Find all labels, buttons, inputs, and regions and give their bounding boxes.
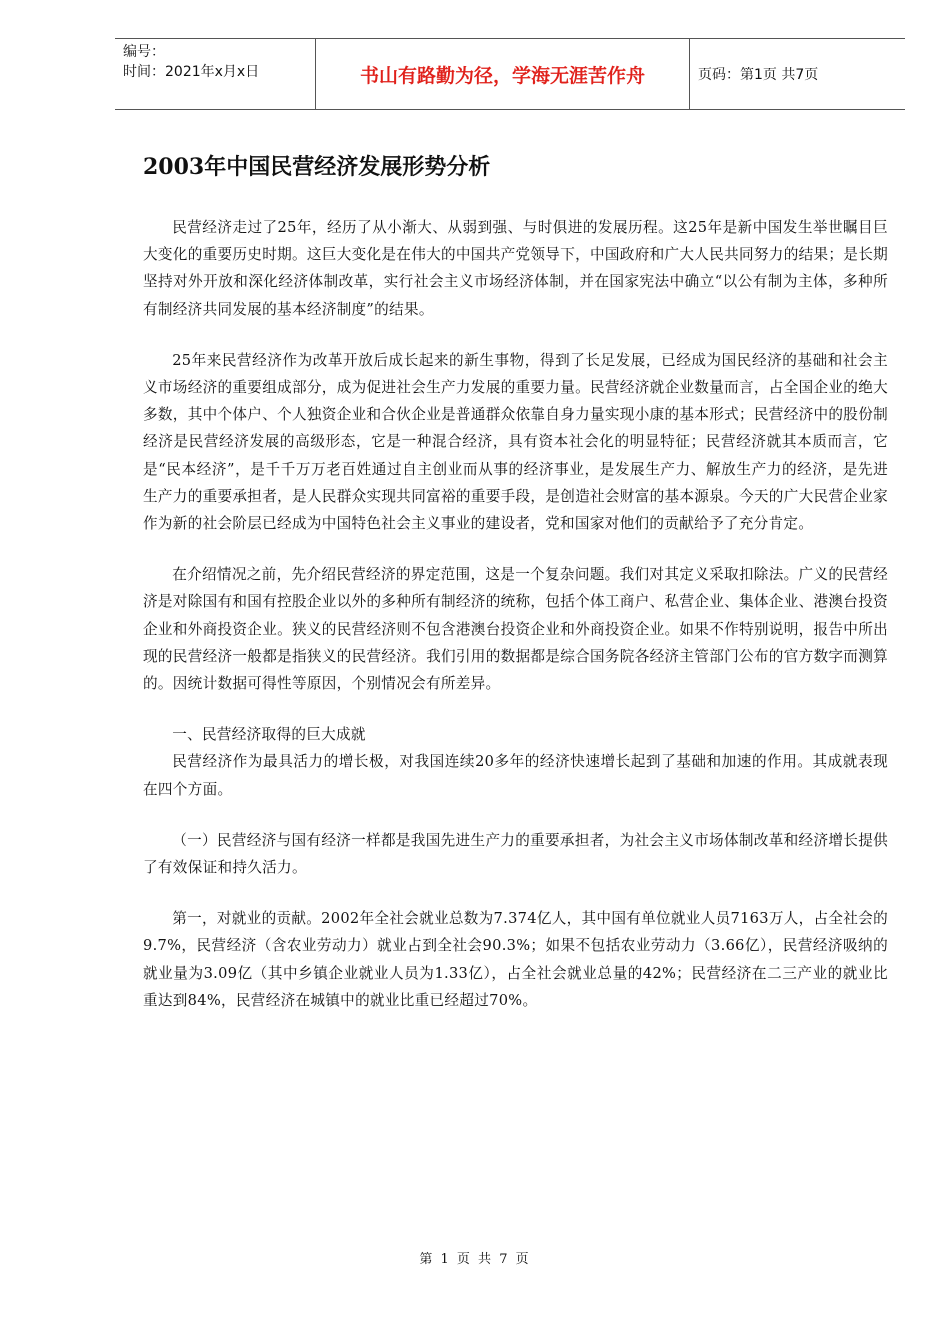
document-body — [143, 214, 888, 1014]
header-meta — [115, 39, 316, 109]
header-motto: 书山有路勤为径，学海无涯苦作舟 — [316, 39, 690, 109]
point-employment: 第一，对就业的贡献。2002年全社会就业总数为7.374亿人，其中国有单位就业人员7163万人，占全社会的9.7%，民营经济（含农业劳动力）就业占到全社会90.3%；如果不包括农业劳动力（3.66亿），民营经济吸纳的就业量为3.09亿（其中乡镇企业就业人员为1.33亿），占全社会就业总量的42%；民营经济在二三产业的就业比重达到84%，民营经济在城镇中的就业比重已经超过70%。 — [143, 910, 888, 1009]
date-label: 时间：2021年x月x日 — [123, 64, 260, 80]
subsection-heading: （一）民营经济与国有经济一样都是我国先进生产力的重要承担者，为社会主义市场体制改革和经济增长提供了有效保证和持久活力。 — [143, 831, 888, 877]
section-heading: 一、民营经济取得的巨大成就 — [172, 726, 366, 744]
document-title: 2003年中国民营经济发展形势分析 — [143, 154, 491, 180]
page-info-label: 页码：第1页 共7页 — [698, 67, 819, 83]
section-intro: 民营经济作为最具活力的增长极，对我国连续20多年的经济快速增长起到了基础和加速的作用。其成就表现在四个方面。 — [143, 753, 888, 798]
paragraph-definition: 在介绍情况之前，先介绍民营经济的界定范围，这是一个复杂问题。我们对其定义采取扣除法。广义的民营经济是对除国有和国有控股企业以外的多种所有制经济的统称，包括个体工商户、私营企业、集体企业、港澳台投资企业和外商投资企业。狭义的民营经济则不包含港澳台投资企业和外商投资企业。如果不作特别说明，报告中所出现的民营经济一般都是指狭义的民营经济。我们引用的数据都是综合国务院各经济主管部门公布的官方数字而测算的。因统计数据可得性等原因，个别情况会有所差异。 — [143, 566, 888, 693]
paragraph-intro: 民营经济走过了25年，经历了从小渐大、从弱到强、与时俱进的发展历程。这25年是新中国发生举世瞩目巨大变化的重要历史时期。这巨大变化是在伟大的中国共产党领导下，中国政府和广大人民共同努力的结果；是长期坚持对外开放和深化经济体制改革，实行社会主义市场经济体制，并在国家宪法中确立“以公有制为主体，多种所有制经济共同发展的基本经济制度”的结果。 — [143, 219, 888, 318]
page-footer: 第 1 页 共 7 页 — [419, 1252, 531, 1267]
number-label: 编号： — [123, 44, 165, 60]
header-page-info — [690, 39, 905, 109]
paragraph-development: 25年来民营经济作为改革开放后成长起来的新生事物，得到了长足发展，已经成为国民经济的基础和社会主义市场经济的重要组成部分，成为促进社会生产力发展的重要力量。民营经济就企业数量而言，占全国企业的绝大多数，其中个体户、个人独资企业和合伙企业是普通群众依靠自身力量实现小康的基本形式；民营经济中的股份制经济是民营经济发展的高级形态，它是一种混合经济，具有资本社会化的明显特征；民营经济就其本质而言，它是“民本经济”，是千千万万老百姓通过自主创业而从事的经济事业，是发展生产力、解放生产力的经济，是先进生产力的重要承担者，是人民群众实现共同富裕的重要手段，是创造社会财富的基本源泉。今天的广大民营企业家作为新的社会阶层已经成为中国特色社会主义事业的建设者，党和国家对他们的贡献给予了充分肯定。 — [143, 351, 888, 533]
header-table — [115, 38, 905, 110]
